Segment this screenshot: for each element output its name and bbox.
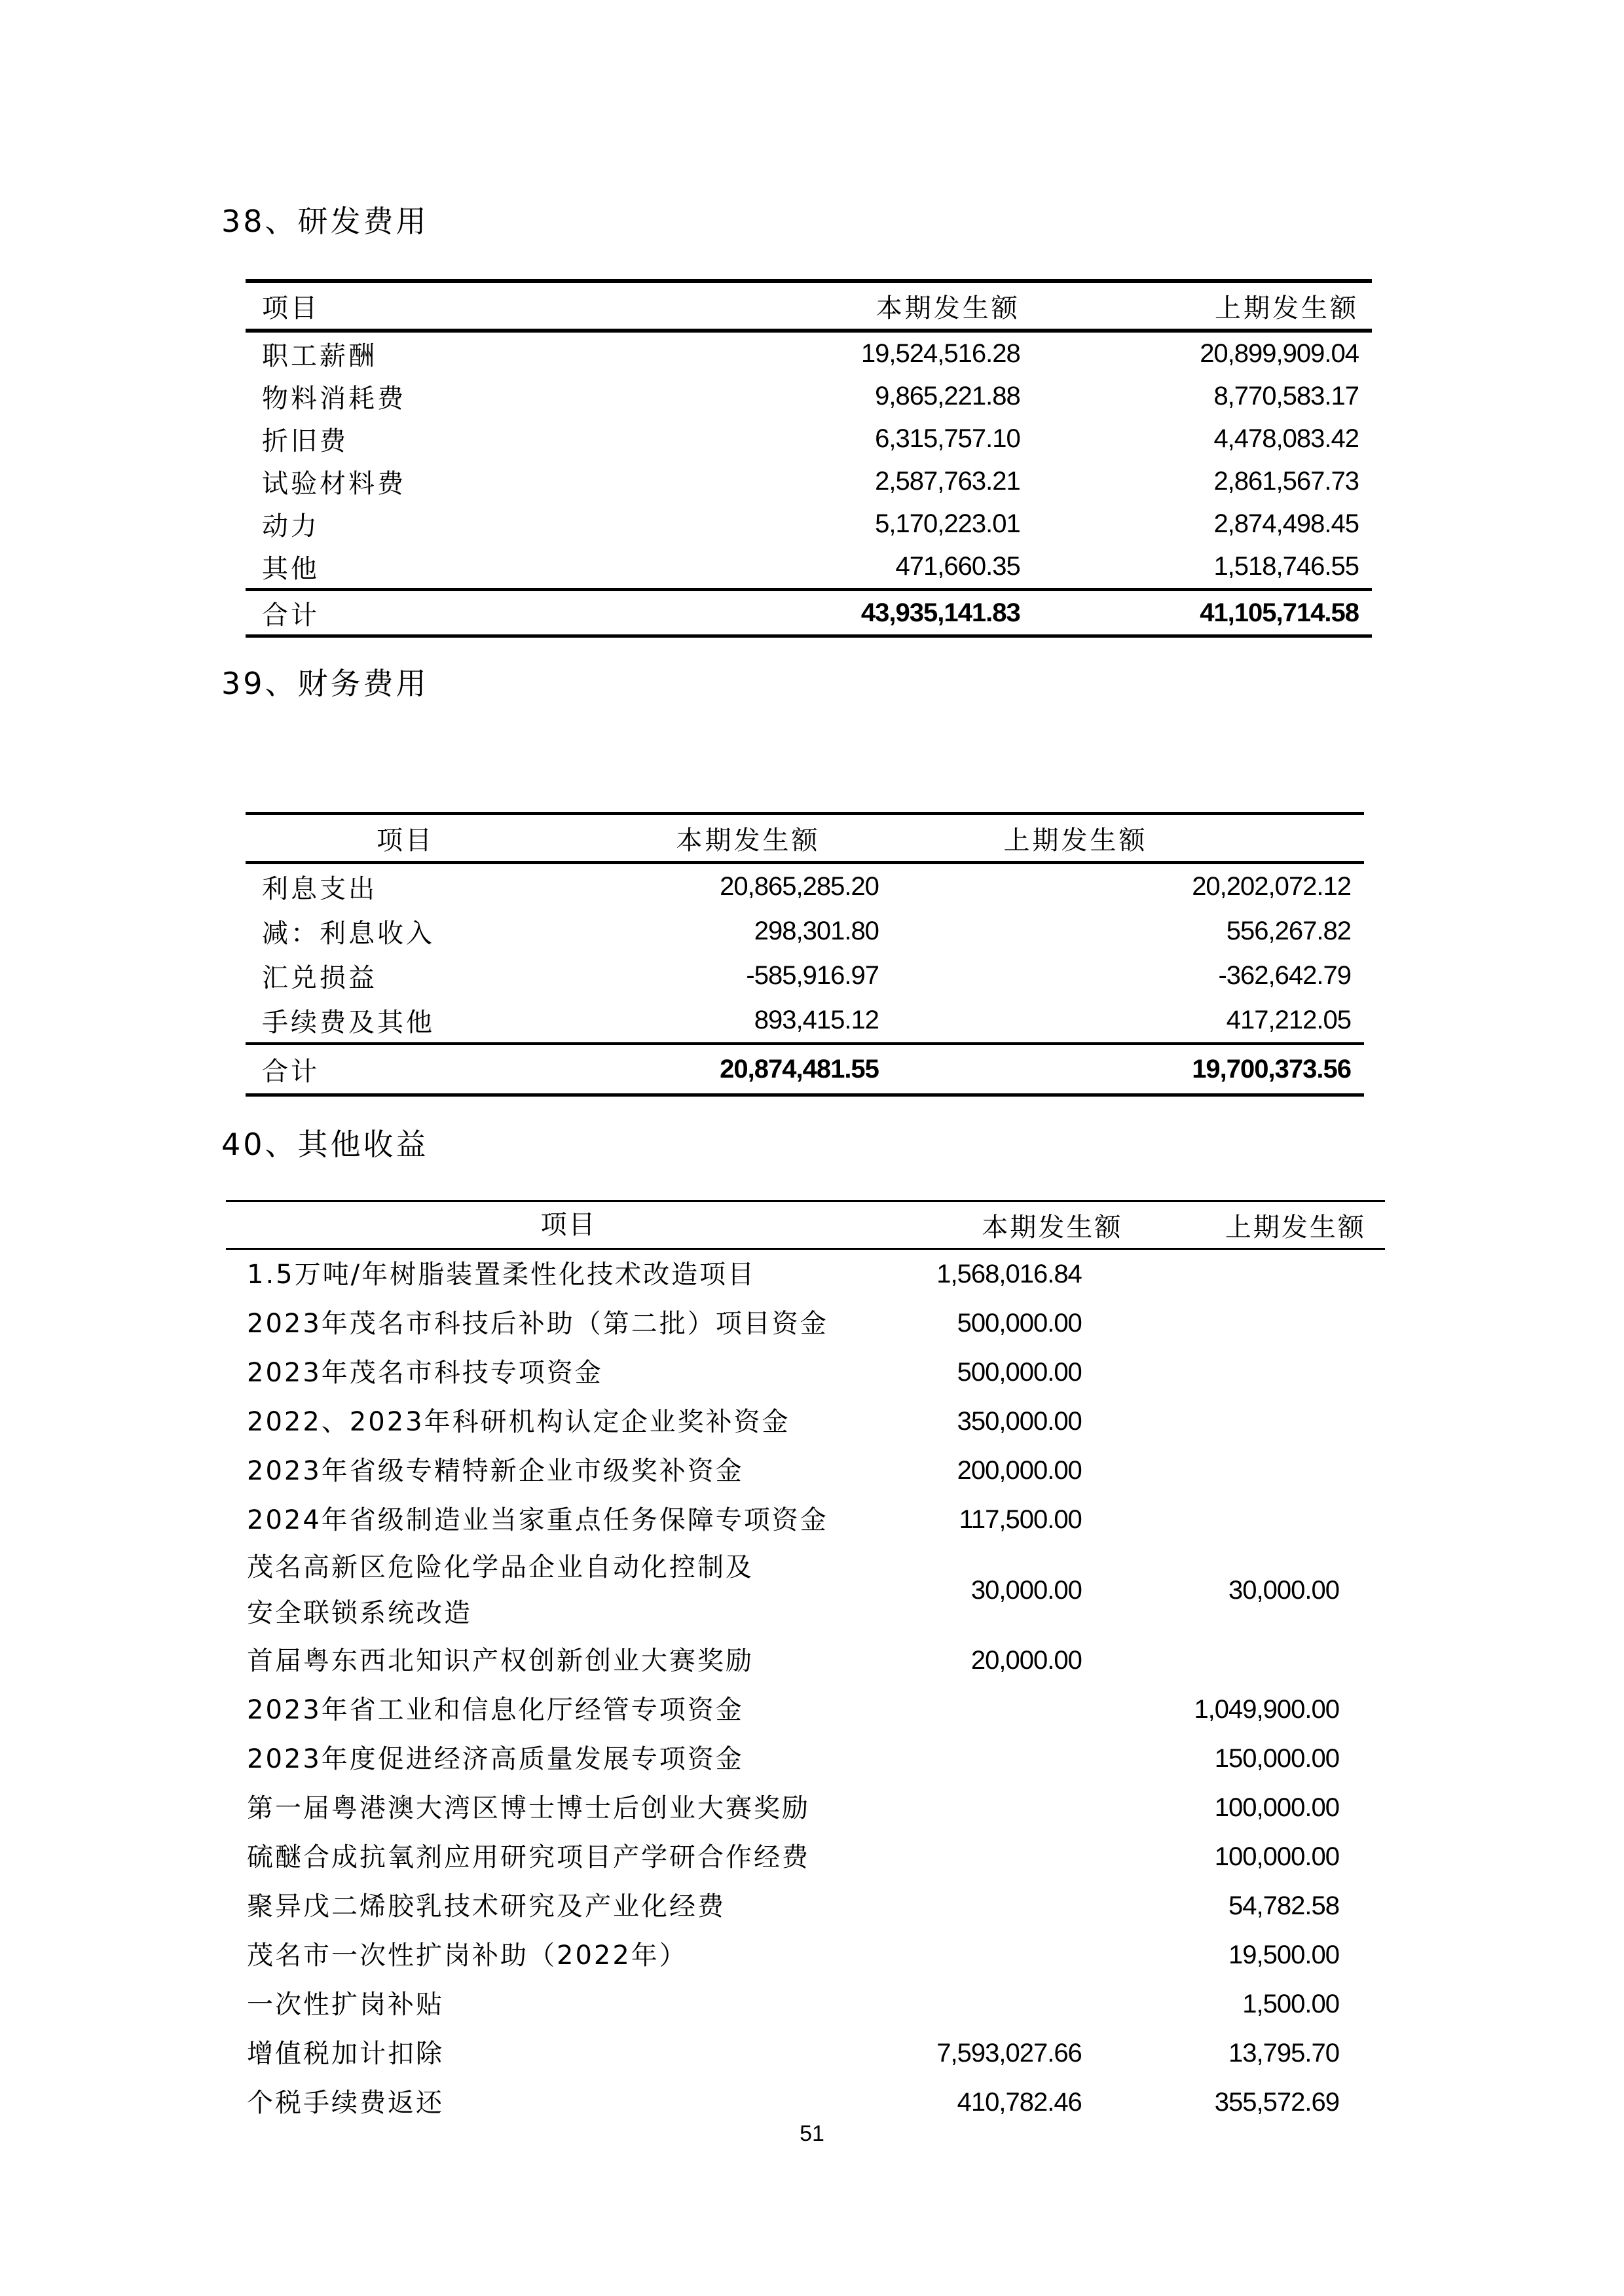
table-row — [246, 331, 1372, 375]
section-title-financial-expenses: 39、财务费用 — [221, 666, 429, 701]
table-row — [246, 909, 1364, 953]
table-row — [226, 2029, 1385, 2078]
current-amount — [912, 1783, 1167, 1832]
section-title-other-income: 40、其他收益 — [221, 1127, 429, 1162]
prior-amount: 20,202,072.12 — [1192, 871, 1351, 901]
table-row — [246, 503, 1372, 545]
prior-amount: 1,500.00 — [1242, 1990, 1339, 2018]
current-amount: 19,524,516.28 — [860, 339, 1020, 368]
column-header-current: 本期发生额 — [912, 1201, 1167, 1249]
item-label: 物料消耗费 — [262, 384, 406, 414]
current-amount — [912, 1685, 1167, 1734]
prior-amount — [1167, 1348, 1385, 1397]
current-amount: 298,301.80 — [754, 916, 879, 945]
current-amount: 20,000.00 — [970, 1646, 1082, 1675]
prior-amount: 556,267.82 — [1226, 916, 1351, 945]
item-label: 动力 — [262, 511, 320, 541]
item-label: 硫醚合成抗氧剂应用研究项目产学研合作经费 — [247, 1842, 810, 1872]
total-prior-amount: 41,105,714.58 — [1020, 590, 1372, 636]
prior-amount: 1,049,900.00 — [1194, 1695, 1339, 1724]
item-label: 折旧费 — [262, 426, 348, 456]
table-row — [246, 953, 1364, 998]
item-label: 2023年度促进经济高质量发展专项资金 — [247, 1743, 744, 1774]
total-row — [246, 590, 1372, 636]
current-amount: 893,415.12 — [754, 1005, 879, 1034]
prior-amount: 2,861,567.73 — [1213, 467, 1359, 496]
item-label: 2023年茂名市科技专项资金 — [247, 1357, 603, 1388]
column-header-prior: 上期发生额 — [1020, 281, 1372, 331]
total-prior-amount: 19,700,373.56 — [879, 1044, 1364, 1095]
current-amount — [912, 1734, 1167, 1783]
table-row — [226, 1685, 1385, 1734]
table-row — [226, 1249, 1385, 1300]
table-row — [226, 1299, 1385, 1348]
prior-amount: 417,212.05 — [1226, 1005, 1351, 1034]
item-label: 第一届粤港澳大湾区博士博士后创业大赛奖励 — [247, 1793, 810, 1823]
item-label: 减：利息收入 — [262, 918, 435, 949]
table-row — [246, 418, 1372, 460]
current-amount: -585,916.97 — [746, 960, 879, 990]
table-header-row — [246, 281, 1372, 331]
prior-amount: 30,000.00 — [1228, 1575, 1339, 1605]
current-amount: 350,000.00 — [957, 1407, 1082, 1436]
column-header-current: 本期发生额 — [744, 281, 1020, 331]
item-label: 茂名高新区危险化学品企业自动化控制及安全联锁系统改造 — [247, 1552, 754, 1628]
current-amount — [912, 1832, 1167, 1882]
table-row — [226, 1832, 1385, 1882]
prior-amount: 100,000.00 — [1214, 1793, 1339, 1822]
prior-amount: 13,795.70 — [1228, 2039, 1339, 2068]
current-amount: 9,865,221.88 — [875, 382, 1020, 410]
total-label: 合计 — [246, 590, 744, 636]
table-row — [226, 1397, 1385, 1446]
total-row — [246, 1044, 1364, 1095]
prior-amount: 150,000.00 — [1214, 1744, 1339, 1773]
prior-amount — [1167, 1299, 1385, 1348]
column-header-item: 项目 — [226, 1201, 912, 1249]
item-label: 增值税加计扣除 — [247, 2038, 444, 2069]
current-amount: 117,500.00 — [959, 1505, 1082, 1534]
item-label: 2022、2023年科研机构认定企业奖补资金 — [247, 1406, 790, 1437]
column-header-current: 本期发生额 — [565, 814, 879, 863]
table-row — [226, 1446, 1385, 1495]
item-label: 汇兑损益 — [262, 962, 377, 993]
table-header-row — [226, 1201, 1385, 1249]
current-amount — [912, 1980, 1167, 2029]
current-amount: 7,593,027.66 — [936, 2039, 1082, 2068]
item-label: 茂名市一次性扩岗补助（2022年） — [247, 1940, 688, 1971]
prior-amount: 54,782.58 — [1228, 1891, 1339, 1920]
item-label: 个税手续费返还 — [247, 2087, 444, 2118]
current-amount: 1,568,016.84 — [936, 1260, 1082, 1288]
table-row — [226, 1544, 1385, 1636]
item-label: 2023年省工业和信息化厅经管专项资金 — [247, 1694, 744, 1725]
current-amount — [912, 1931, 1167, 1980]
current-amount: 6,315,757.10 — [875, 424, 1020, 453]
item-label: 其他 — [262, 554, 320, 584]
column-header-prior: 上期发生额 — [879, 814, 1364, 863]
column-header-item: 项目 — [246, 281, 744, 331]
column-header-item: 项目 — [246, 814, 565, 863]
table-row — [226, 2078, 1385, 2127]
column-header-prior: 上期发生额 — [1167, 1201, 1385, 1249]
item-label: 利息支出 — [262, 873, 377, 904]
prior-amount — [1167, 1446, 1385, 1495]
item-label: 首届粤东西北知识产权创新创业大赛奖励 — [247, 1645, 754, 1676]
current-amount: 500,000.00 — [957, 1309, 1082, 1338]
total-current-amount: 20,874,481.55 — [565, 1044, 879, 1095]
current-amount: 30,000.00 — [970, 1575, 1082, 1605]
table-row — [226, 1882, 1385, 1931]
table-row — [226, 1495, 1385, 1544]
table-row — [226, 1931, 1385, 1980]
table-row — [226, 1636, 1385, 1685]
item-label: 2023年茂名市科技后补助（第二批）项目资金 — [247, 1308, 828, 1339]
current-amount: 2,587,763.21 — [875, 467, 1020, 496]
prior-amount: -362,642.79 — [1218, 960, 1351, 990]
item-label: 2024年省级制造业当家重点任务保障专项资金 — [247, 1504, 828, 1535]
prior-amount: 20,899,909.04 — [1200, 339, 1359, 368]
current-amount: 471,660.35 — [895, 552, 1020, 581]
section-title-rd-expenses: 38、研发费用 — [221, 204, 429, 239]
prior-amount: 100,000.00 — [1214, 1842, 1339, 1871]
page-number: 51 — [800, 2121, 824, 2146]
prior-amount: 19,500.00 — [1228, 1941, 1339, 1969]
prior-amount — [1167, 1397, 1385, 1446]
table-row — [226, 1734, 1385, 1783]
table-row — [246, 375, 1372, 418]
prior-amount: 2,874,498.45 — [1213, 509, 1359, 538]
table-row — [246, 863, 1364, 909]
table-row — [246, 998, 1364, 1044]
prior-amount — [1167, 1495, 1385, 1544]
total-current-amount: 43,935,141.83 — [744, 590, 1020, 636]
other-income-table — [226, 1200, 1385, 2127]
current-amount: 200,000.00 — [957, 1456, 1082, 1485]
item-label: 手续费及其他 — [262, 1007, 435, 1038]
prior-amount — [1167, 1636, 1385, 1685]
item-label: 试验材料费 — [262, 469, 406, 499]
current-amount — [912, 1882, 1167, 1931]
rd-expenses-table — [246, 279, 1372, 638]
prior-amount — [1167, 1249, 1385, 1300]
item-label: 聚异戊二烯胶乳技术研究及产业化经费 — [247, 1891, 726, 1922]
table-row — [246, 460, 1372, 503]
item-label: 职工薪酬 — [262, 341, 377, 371]
table-row — [226, 1783, 1385, 1832]
table-row — [226, 1980, 1385, 2029]
item-label: 2023年省级专精特新企业市级奖补资金 — [247, 1455, 744, 1486]
current-amount: 20,865,285.20 — [720, 871, 879, 901]
prior-amount: 8,770,583.17 — [1213, 382, 1359, 410]
prior-amount: 4,478,083.42 — [1213, 424, 1359, 453]
table-header-row — [246, 814, 1364, 863]
current-amount: 5,170,223.01 — [875, 509, 1020, 538]
prior-amount: 1,518,746.55 — [1213, 552, 1359, 581]
financial-expenses-table — [246, 812, 1364, 1097]
current-amount: 410,782.46 — [957, 2088, 1082, 2117]
table-row — [226, 1348, 1385, 1397]
total-label: 合计 — [246, 1044, 565, 1095]
table-row — [246, 545, 1372, 590]
prior-amount: 355,572.69 — [1214, 2088, 1339, 2117]
item-label: 一次性扩岗补贴 — [247, 1989, 444, 2020]
item-label: 1.5万吨/年树脂装置柔性化技术改造项目 — [247, 1259, 756, 1290]
current-amount: 500,000.00 — [957, 1358, 1082, 1387]
